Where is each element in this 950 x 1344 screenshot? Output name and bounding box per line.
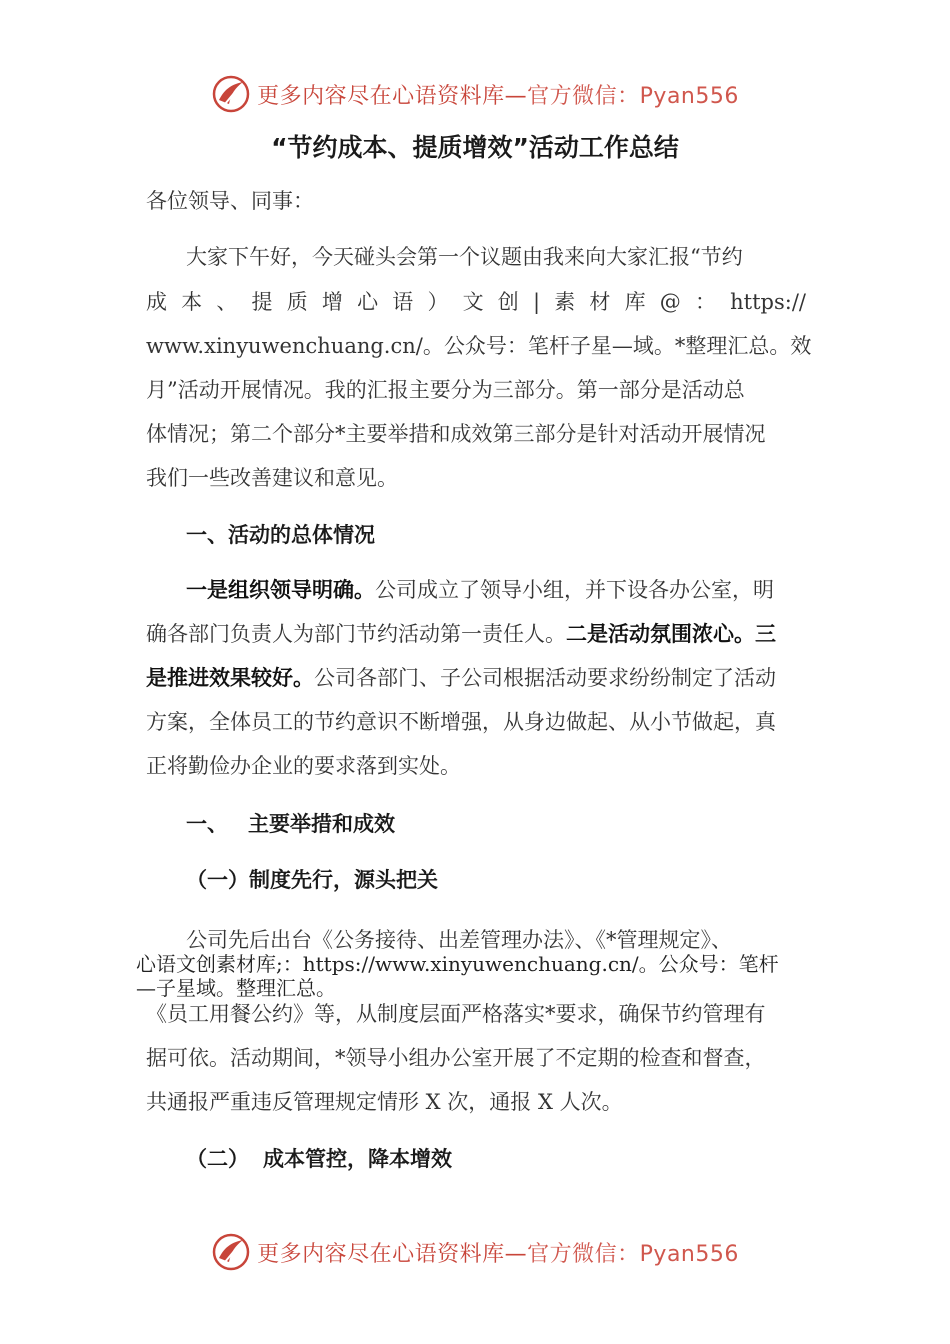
footer-watermark-banner (0, 1228, 950, 1276)
subsection-1-heading: （一）制度先行，源头把关 (186, 868, 438, 892)
subsection-1-line-3: 据可依。活动期间，*领导小组办公室开展了不定期的检查和督查， (146, 1046, 766, 1070)
banner-text: 更多内容尽在心语资料库—官方微信：Pyan556 (257, 83, 739, 109)
section-1-line-2: 确各部门负责人为部门节约活动第一责任人。二是活动氛围浓心。三 (146, 622, 776, 646)
intro-line-1: 大家下午好，今天碰头会第一个议题由我来向大家汇报“节约 (186, 245, 743, 269)
subsection-1-line-4: 共通报严重违反管理规定情形 X 次，通报 X 人次。 (146, 1090, 623, 1114)
point-2-label: 二是活动氛围浓心。三 (566, 622, 776, 646)
subsection-1-line-2: 《员工用餐公约》等，从制度层面严格落实*要求，确保节约管理有 (146, 1002, 766, 1026)
section-1-line-4: 方案，全体员工的节约意识不断增强，从身边做起、从小节做起，真 (146, 710, 776, 734)
intro-line-5: 体情况；第二个部分*主要举措和成效第三部分是针对活动开展情况 (146, 422, 766, 446)
point-1-label: 一是组织领导明确。 (186, 578, 375, 602)
intro-line-4: 月”活动开展情况。我的汇报主要分为三部分。第一部分是活动总 (146, 378, 745, 402)
section-1-heading: 一、活动的总体情况 (186, 523, 375, 547)
inserted-note-line-2: —子星域。整理汇总。 (136, 976, 336, 1000)
section-1-line-1: 一是组织领导明确。公司成立了领导小组，并下设各办公室，明 (186, 578, 774, 602)
header-watermark-banner (0, 70, 950, 118)
page-title: “节约成本、提质增效”活动工作总结 (271, 133, 679, 162)
subsection-2-heading: （二） 成本管控，降本增效 (186, 1147, 452, 1171)
greeting: 各位领导、同事： (146, 189, 314, 213)
inserted-note-line-1: 心语文创素材库;：https://www.xinyuwenchuang.cn/。公众号：笔杆 (136, 952, 779, 976)
brand-logo-icon (211, 74, 251, 114)
section-1-line-5: 正将勤俭办企业的要求落到实处。 (146, 754, 461, 778)
point-3-label: 是推进效果较好。 (146, 666, 314, 690)
subsection-1-line-1: 公司先后出台《公务接待、出差管理办法》、《*管理规定》、 (186, 928, 732, 952)
intro-line-6: 我们一些改善建议和意见。 (146, 466, 398, 490)
brand-logo-icon (211, 1232, 251, 1272)
section-1-line-3: 是推进效果较好。公司各部门、子公司根据活动要求纷纷制定了活动 (146, 666, 776, 690)
intro-line-2: 成本、提质增心语）文创|素材库@：https:// (146, 290, 806, 314)
banner-text: 更多内容尽在心语资料库—官方微信：Pyan556 (257, 1241, 739, 1267)
intro-line-3: www.xinyuwenchuang.cn/。公众号：笔杆子星—域。*整理汇总。效 (146, 334, 812, 358)
section-2-heading: 一、 主要举措和成效 (186, 812, 395, 836)
